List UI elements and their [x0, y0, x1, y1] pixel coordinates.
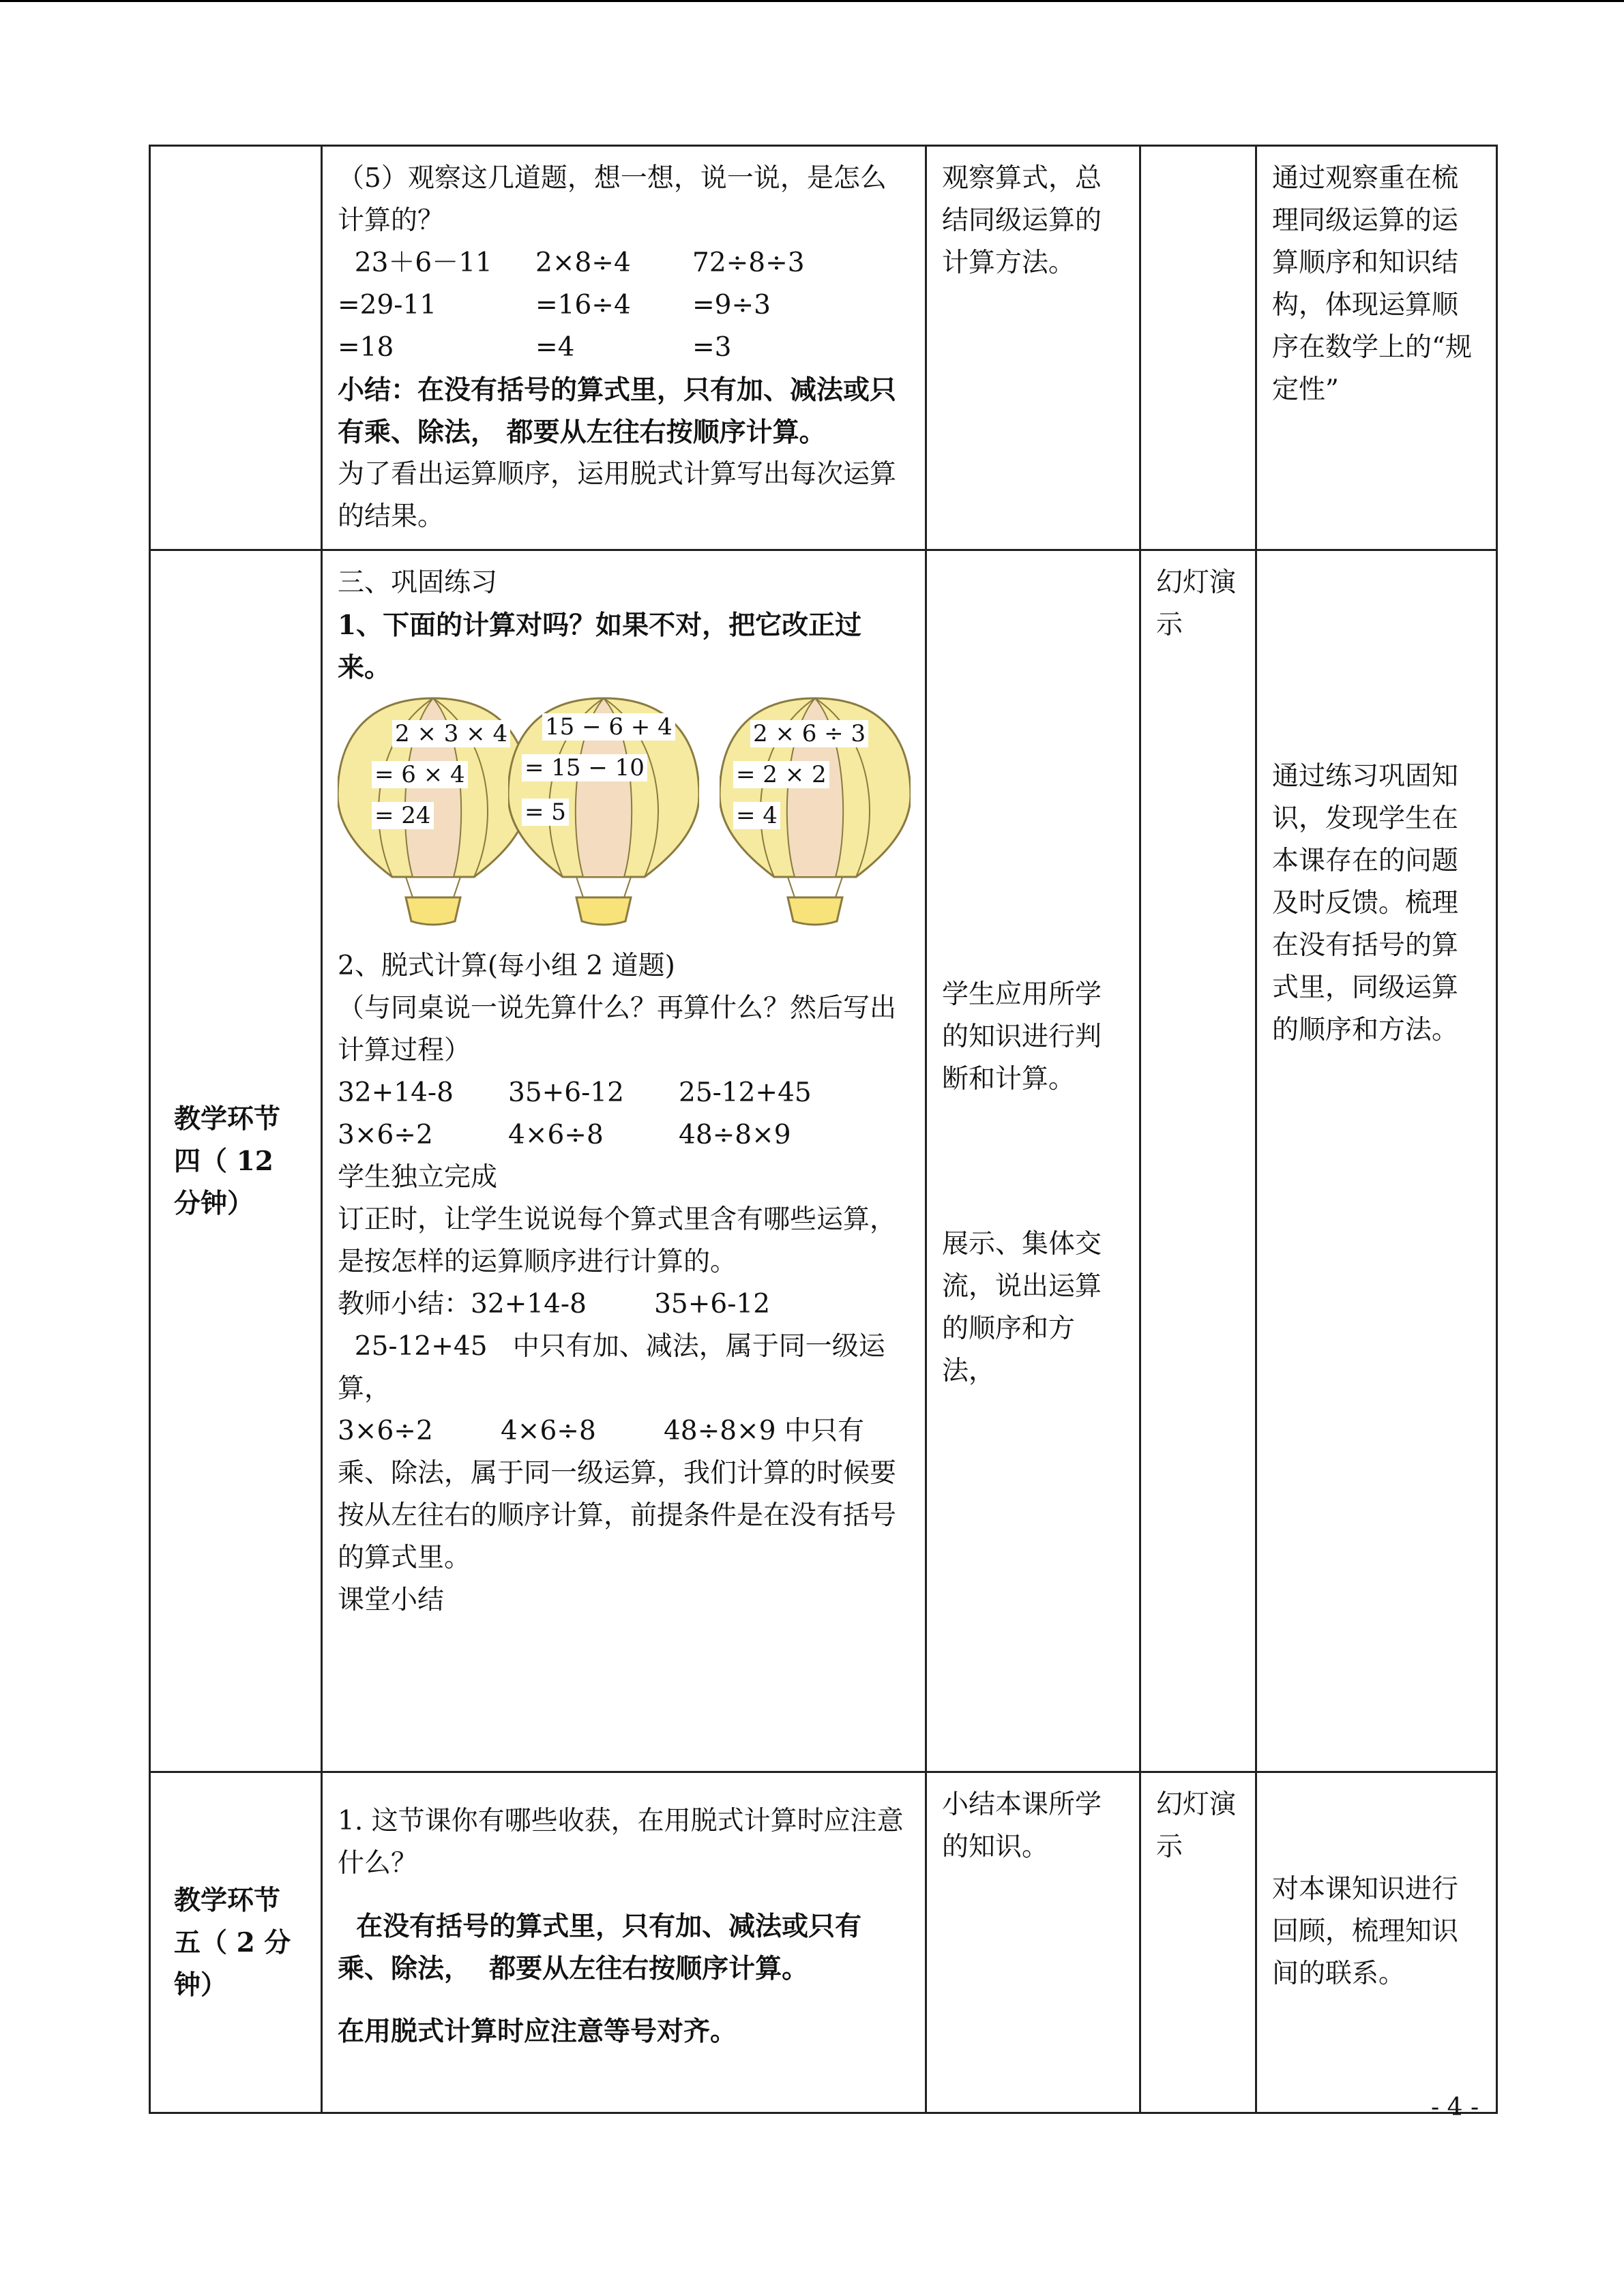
student-activity-cell: 观察算式，总结同级运算的计算方法。 — [926, 146, 1140, 550]
exercise-item: 25-12+45 — [679, 1077, 812, 1108]
review-answer-1: 在没有括号的算式里，只有加、减法或只有乘、除法， 都要从左往右按顺序计算。 — [338, 1911, 862, 1984]
calc-item: =9÷3 — [692, 290, 771, 320]
content-cell — [322, 1772, 926, 2113]
exercise-item: 32+14-8 — [338, 1077, 454, 1108]
page-number: - 4 - — [1431, 2093, 1479, 2121]
hot-air-balloon-2 — [508, 693, 699, 931]
student-activity-cell: 小结本课所学的知识。 — [926, 1772, 1140, 2113]
hot-air-balloon-3 — [720, 693, 911, 931]
design-intent-cell: 通过观察重在梳理同级运算的运算顺序和知识结构，体现运算顺序在数学上的“规定性” — [1256, 146, 1497, 550]
table-row — [150, 146, 1497, 550]
lesson-plan-table — [149, 145, 1498, 2114]
balloon-line: = 4 — [733, 802, 780, 829]
review-question: 1. 这节课你有哪些收获，在用脱式计算时应注意什么？ — [338, 1806, 904, 1879]
independent-text: 学生独立完成 — [338, 1162, 498, 1193]
calc-item: =4 — [535, 332, 575, 363]
balloon-exercises — [338, 693, 910, 938]
student-activity-a: 学生应用所学的知识进行判断和计算。 — [942, 979, 1102, 1094]
balloon-line: 2 × 6 ÷ 3 — [750, 720, 868, 747]
correction-text: 订正时，让学生说说每个算式里含有哪些运算，是按怎样的运算顺序进行计算的。 — [338, 1204, 897, 1277]
teacher-summary-a: 教师小结：32+14-8 35+6-12 — [338, 1289, 771, 1320]
stage-label: 教学环节四（ 12 分钟） — [150, 550, 322, 1772]
balloon-line: = 24 — [372, 802, 434, 829]
calc-item: =29-11 — [338, 290, 437, 320]
calc-examples — [338, 242, 910, 369]
question-2: 2、脱式计算(每小组 2 道题) — [338, 951, 675, 981]
design-intent-cell — [1256, 550, 1497, 1772]
teacher-summary-b: 25-12+45 中只有加、减法，属于同一级运算， — [338, 1331, 885, 1404]
calc-item: 23＋6－11 — [338, 248, 492, 278]
exercise-item: 3×6÷2 — [338, 1120, 433, 1150]
calc-item: 72÷8÷3 — [692, 248, 805, 278]
note-text: 为了看出运算顺序，运用脱式计算写出每次运算的结果。 — [338, 459, 897, 532]
summary-rule: 小结：在没有括号的算式里，只有加、减法或只有乘、除法， 都要从左往右按顺序计算。 — [338, 374, 897, 448]
balloon-line: 2 × 3 × 4 — [392, 720, 510, 747]
exercise-grid — [338, 1072, 910, 1157]
top-border-line — [0, 0, 1624, 2]
content-cell — [322, 146, 926, 550]
calc-item: =16÷4 — [535, 290, 631, 320]
student-activity-cell — [926, 550, 1140, 1772]
design-intent-text: 对本课知识进行回顾，梳理知识间的联系。 — [1272, 1874, 1459, 1989]
balloon-line: = 2 × 2 — [733, 761, 829, 788]
class-summary-heading: 课堂小结 — [338, 1585, 445, 1615]
stage-cell — [150, 146, 322, 550]
stage-label: 教学环节五（ 2 分钟） — [150, 1772, 322, 2113]
teacher-summary-c: 3×6÷2 4×6÷8 48÷8×9 中只有乘、除法，属于同一级运算，我们计算的时候要按从左往右的顺序计算，前提条件是在没有括号的算式里。 — [338, 1416, 897, 1573]
section-heading: 三、巩固练习 — [338, 567, 498, 598]
observe-intro: （5）观察这几道题，想一想，说一说，是怎么计算的？ — [338, 163, 887, 236]
calc-item: =3 — [692, 332, 732, 363]
table-row — [150, 550, 1497, 1772]
review-answer-2: 在用脱式计算时应注意等号对齐。 — [338, 2016, 737, 2047]
balloon-line: = 5 — [522, 799, 569, 826]
calc-item: 2×8÷4 — [535, 248, 631, 278]
student-activity-b: 展示、集体交流，说出运算的顺序和方法， — [942, 1229, 1102, 1386]
balloon-line: = 6 × 4 — [372, 761, 468, 788]
design-intent-cell — [1256, 1772, 1497, 2113]
exercise-item: 35+6-12 — [508, 1077, 624, 1108]
media-cell: 幻灯演示 — [1140, 550, 1256, 1772]
question-2-note: （与同桌说一说先算什么？再算什么？然后写出计算过程） — [338, 993, 897, 1066]
calc-item: =18 — [338, 332, 394, 363]
balloon-line: 15 − 6 + 4 — [542, 713, 675, 741]
hot-air-balloon-1 — [338, 693, 529, 931]
exercise-item: 4×6÷8 — [508, 1120, 604, 1150]
design-intent-text: 通过练习巩固知识，发现学生在本课存在的问题及时反馈。梳理在没有括号的算式里，同级运算的顺序和方法。 — [1272, 761, 1459, 1045]
exercise-item: 48÷8×9 — [679, 1120, 791, 1150]
balloon-line: = 15 − 10 — [522, 754, 647, 781]
media-cell: 幻灯演示 — [1140, 1772, 1256, 2113]
table-row — [150, 1772, 1497, 2113]
media-cell — [1140, 146, 1256, 550]
content-cell — [322, 550, 926, 1772]
question-1: 1、下面的计算对吗？如果不对，把它改正过来。 — [338, 610, 862, 683]
